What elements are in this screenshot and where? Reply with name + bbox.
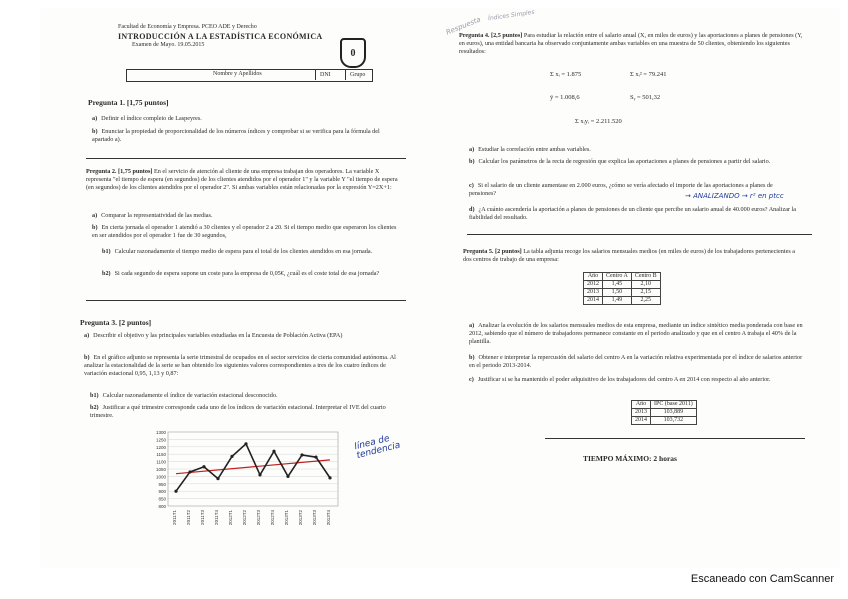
table-header-cell: Centro A xyxy=(603,273,632,281)
question-1-title: Pregunta 1. [1,75 puntos] xyxy=(88,98,169,107)
data-point xyxy=(244,442,247,445)
data-point xyxy=(216,477,219,480)
x-tick-label: 2013T3 xyxy=(312,510,317,526)
question-3-b1: b1) Calcular razonadamente el índice de variación estacional desconocido. xyxy=(90,392,278,399)
student-name-box[interactable] xyxy=(126,69,373,82)
table-row xyxy=(632,417,697,425)
table-row xyxy=(584,297,661,305)
x-tick-label: 2011T1 xyxy=(172,510,177,525)
table-header-cell: Año xyxy=(632,401,651,409)
table-cell: 1,45 xyxy=(603,281,632,289)
occupied-series-chart xyxy=(140,426,345,538)
series-line xyxy=(176,444,330,491)
exam-date: Examen de Mayo. 19.05.2015 xyxy=(132,42,205,48)
y-tick-label: 1050 xyxy=(155,467,166,472)
x-tick-label: 2013T4 xyxy=(326,510,331,526)
x-tick-label: 2011T3 xyxy=(200,510,205,525)
question-4 xyxy=(459,32,804,56)
salary-table xyxy=(583,272,661,305)
handwritten-trend-note: línea de tendencia xyxy=(353,433,402,461)
divider xyxy=(86,300,406,301)
y-tick-label: 1250 xyxy=(155,437,166,443)
question-2-text: En el servicio de atención al cliente de una empresa trabajan dos operadores. La variable X representa "el tiempo de espera (en segundos) de los clientes atendidos por el operador 1" y la variable Y "el tiempo de espera (en segundos) de los clientes atendidos por el operador 2". Si ambas variables están relacionadas por la expresión Y=2X+1: xyxy=(86,168,398,191)
question-4-c: c) Si el salario de un cliente aumentase en 2.000 euros, ¿cómo se vería afectado el importe de las aportaciones a planes de pensiones? xyxy=(469,182,773,197)
table-cell: 1,49 xyxy=(603,297,632,305)
question-2-b2: b2) Si cada segundo de espera supone un coste para la empresa de 0,05€, ¿cuál es el coste total de esa jornada? xyxy=(102,270,380,277)
data-point xyxy=(272,450,275,453)
table-cell: 2013 xyxy=(584,289,603,297)
question-4-a: a) Estudiar la correlación entre ambas variables. xyxy=(469,146,591,153)
x-tick-label: 2013T2 xyxy=(298,510,303,526)
table-row xyxy=(584,289,661,297)
y-tick-label: 850 xyxy=(158,496,166,502)
question-2-a: a) Comparar la representatividad de las medias. xyxy=(92,212,213,219)
x-tick-label: 2012T2 xyxy=(242,510,247,526)
question-2 xyxy=(86,168,404,192)
question-5-title: Pregunta 5. [2 puntos] xyxy=(463,248,522,255)
table-cell: 2,25 xyxy=(631,297,660,305)
sum-x-squared: Σ xᵢ² = 79.241 xyxy=(630,71,667,78)
question-5 xyxy=(463,248,803,264)
data-point xyxy=(174,490,177,493)
data-point xyxy=(328,476,331,479)
table-cell: 2014 xyxy=(632,417,651,425)
max-time: TIEMPO MÁXIMO: 2 horas xyxy=(583,454,677,463)
table-cell: 1,50 xyxy=(603,289,632,297)
sum-xy: Σ xᵢyᵢ = 2.211.520 xyxy=(575,118,622,125)
y-std-dev: Sᵧ = 501,32 xyxy=(630,94,661,101)
x-tick-label: 2012T1 xyxy=(228,510,233,526)
table-row xyxy=(632,409,697,417)
y-tick-label: 1100 xyxy=(156,459,166,465)
ipc-table xyxy=(631,400,697,425)
table-header-cell: Año xyxy=(584,273,603,281)
scanned-page xyxy=(40,8,840,568)
data-point xyxy=(230,455,233,458)
divider xyxy=(545,438,805,439)
camscanner-watermark: Escaneado con CamScanner xyxy=(690,573,834,585)
sum-x: Σ xᵢ = 1.875 xyxy=(550,71,582,78)
data-point xyxy=(314,456,317,459)
x-tick-label: 2013T1 xyxy=(284,510,289,526)
table-header-cell: IPC (base 2011) xyxy=(651,401,697,409)
y-tick-label: 950 xyxy=(158,481,166,487)
y-tick-label: 1000 xyxy=(155,474,166,480)
table-row xyxy=(584,281,661,289)
data-point xyxy=(300,453,303,456)
question-1-a: a) Definir el índice compleio de Laspeyres. xyxy=(92,115,202,122)
question-2-b: b) En cierta jornada el operador 1 atendió a 30 clientes y el operador 2 a 20. Si el tiempo medio que esperaron los clientes en ser atendidos por el operador 1 fue de 30 segundos, xyxy=(92,224,397,239)
divider xyxy=(86,158,406,159)
question-3-b: b) En el gráfico adjunto se representa la serie trimestral de ocupados en el sector servicios de cierta comunidad autónoma. Al analizar la estacionalidad de la serie se han obtenido los siguientes valores correspondientes a tres de los cuatro índices de variación estacional 0,95, 1,13 y 0,87: xyxy=(84,354,396,377)
name-label: Nombre y Apellidos xyxy=(213,71,262,77)
question-3-a: a) Describir el objetivo y las principales variables estudiadas en la Encuesta de Población Activa (EPA) xyxy=(84,332,343,339)
question-4-title: Pregunta 4. [2,5 puntos] xyxy=(459,32,523,39)
trend-line xyxy=(176,460,330,474)
question-3-title: Pregunta 3. [2 puntos] xyxy=(80,318,152,327)
question-1-b: b) Enunciar la propiedad de proporcionalidad de los números índices y comprobar si se verifica para la fórmula del apartado a). xyxy=(92,128,380,143)
handwritten-top-note-2: Índices Simples xyxy=(487,8,535,23)
data-point xyxy=(286,475,289,478)
table-header-cell: Centro B xyxy=(631,273,660,281)
group-label: Grupo xyxy=(345,70,365,80)
table-cell: 103,889 xyxy=(651,409,697,417)
question-5-b: b) Obtener e interpretar la repercusión del salario del centro A en la variación relativa experimentada por el índice de salarios anterior en el periodo 2013-2014. xyxy=(469,354,803,369)
table-cell: 103,732 xyxy=(651,417,697,425)
question-5-a: a) Analizar la evolución de los salarios mensuales medios de esta empresa, mediante un índice sintético media ponderada con base en 2012, sabiendo que el número de trabajadores permanece constante en el periodo analizado y que en el centro A trabaja el 40% de la plantilla. xyxy=(469,322,803,345)
y-tick-label: 1150 xyxy=(156,452,166,458)
question-5-text: La tabla adjunta recoge los salarios mensuales medios (en miles de euros) de los trabajadores pertenecientes a dos centros de trabajo de una empresa: xyxy=(463,248,796,263)
y-tick-label: 800 xyxy=(158,504,166,509)
handwritten-top-note-1: Respuesta xyxy=(444,15,482,37)
table-cell: 2013 xyxy=(632,409,651,417)
question-5-c: c) Justificar si se ha mantenido el poder adquisitivo de los trabajadores del centro A en 2014 con respecto al año anterior. xyxy=(469,376,771,383)
question-2-title: Pregunta 2. [1,75 puntos] xyxy=(86,168,153,175)
question-3-b2: b2) Justificar a qué trimestre corresponde cada uno de los índices de variación estacional. Interpretar el IVE del cuarto trimestre. xyxy=(90,404,386,419)
table-cell: 2014 xyxy=(584,297,603,305)
question-4-d: d) ¿A cuánto ascendería la aportación a planes de pensiones de un cliente que percibe un salario anual de 40.000 euros? Analizar la fiabilidad del resultado. xyxy=(469,206,797,221)
table-cell: 2,15 xyxy=(631,289,660,297)
y-tick-label: 1300 xyxy=(155,430,166,435)
handwritten-analysis-note: → ANALIZANDO → r² en ptcc xyxy=(685,192,784,200)
y-tick-label: 1200 xyxy=(155,444,166,450)
faculty-line: Facultad de Economía y Empresa. PCEO ADE y Derecho xyxy=(118,24,257,30)
x-tick-label: 2011T4 xyxy=(214,510,219,525)
university-logo: 0 xyxy=(340,38,366,68)
data-point xyxy=(202,465,205,468)
y-mean: ȳ = 1.008,6 xyxy=(550,94,580,101)
question-4-text: Para estudiar la relación entre el salario anual (X, en miles de euros) y las aportaciones a planes de pensiones (Y, en euros), una entidad bancaria ha observado conjuntamente ambas variables en una muestra de 50 clientes, obteniendo los siguientes resultados: xyxy=(459,32,803,55)
question-4-b: b) Calcular los parámetros de la recta de regresión que explica las aportaciones a planes de pensiones a partir del salario. xyxy=(469,158,771,165)
question-2-b1: b1) Calcular razonadamente el tiempo medio de espera para el total de los clientes atendidos en esa jornada. xyxy=(102,248,373,255)
data-point xyxy=(258,473,261,476)
table-cell: 2012 xyxy=(584,281,603,289)
y-tick-label: 900 xyxy=(158,489,166,495)
divider xyxy=(467,234,812,235)
data-point xyxy=(188,470,191,473)
dni-label: DNI xyxy=(315,70,331,80)
x-tick-label: 2012T4 xyxy=(270,510,275,526)
x-tick-label: 2012T3 xyxy=(256,510,261,526)
course-title: INTRODUCCIÓN A LA ESTADÍSTICA ECONÓMICA xyxy=(118,32,323,41)
x-tick-label: 2011T2 xyxy=(186,510,191,525)
table-cell: 2,10 xyxy=(631,281,660,289)
